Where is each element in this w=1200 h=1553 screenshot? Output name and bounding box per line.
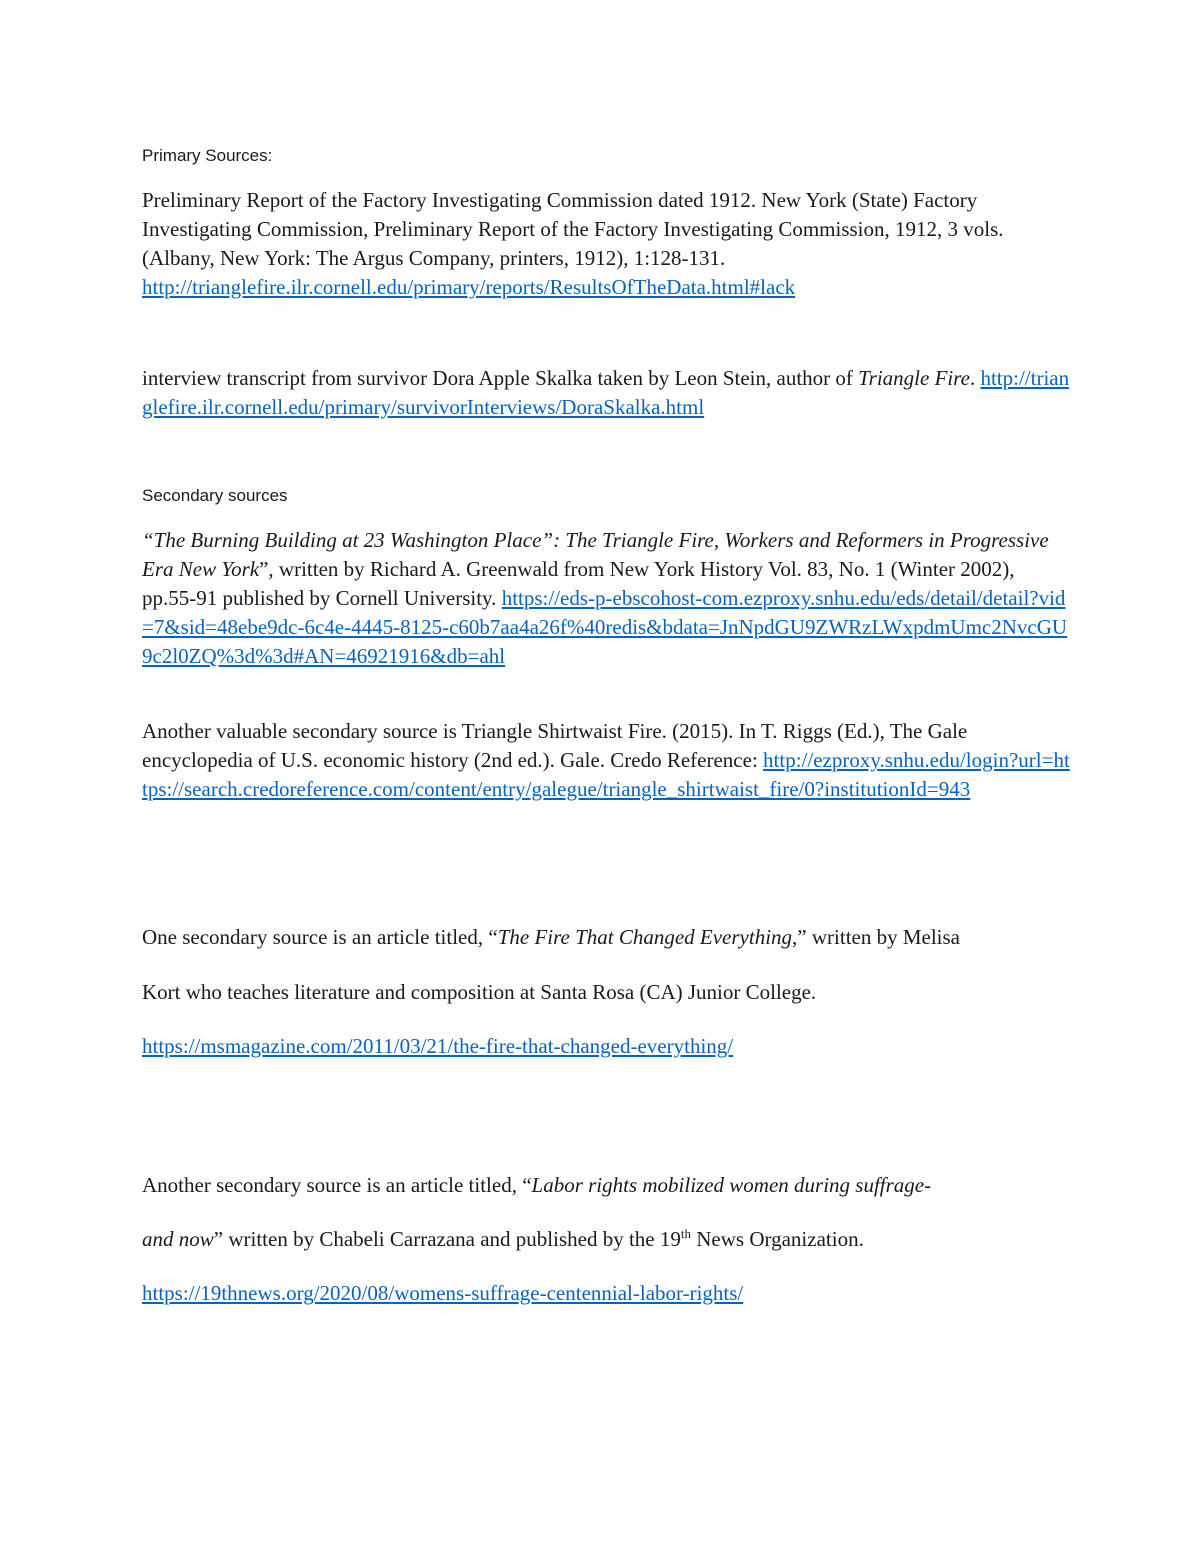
carrazana-text: ” written by Chabeli Carrazana and published by the 19 <box>213 1227 681 1251</box>
kort-text-after: ,” written by Melisa <box>792 925 961 949</box>
carrazana-article-title-part1: Labor rights mobilized women during suffrage- <box>531 1173 932 1197</box>
carrazana-article-title-part2: and now <box>142 1227 214 1251</box>
kort-article-title: The Fire That Changed Everything <box>497 925 793 949</box>
secondary-sources-heading: Secondary sources <box>142 486 288 505</box>
greenwald-article-title: “The Burning Building at 23 Washington Place”: The Triangle Fire, Workers and Reformers in Progressive Era New York <box>142 528 1049 581</box>
gale-link[interactable]: http://ezproxy.snhu.edu/login?url=https://search.credoreference.com/content/entry/galegue/triangle_shirtwaist_fire/0?institutionId=943 <box>142 748 1070 801</box>
carrazana-text-before: Another secondary source is an article titled, “ <box>142 1173 532 1197</box>
ordinal-suffix: th <box>680 1226 691 1241</box>
interview-citation <box>142 364 1072 422</box>
carrazana-link[interactable]: https://19thnews.org/2020/08/womens-suffrage-centennial-labor-rights/ <box>142 1281 744 1305</box>
carrazana-line-1 <box>142 1171 931 1200</box>
carrazana-line-2 <box>142 1225 864 1254</box>
interview-text: interview transcript from survivor Dora Apple Skalka taken by Leon Stein, author of <box>142 366 859 390</box>
interview-link[interactable]: http://trianglefire.ilr.cornell.edu/primary/survivorInterviews/DoraSkalka.html <box>142 366 1070 419</box>
kort-line-2: Kort who teaches literature and composition at Santa Rosa (CA) Junior College. <box>142 980 817 1004</box>
gale-text: Another valuable secondary source is Triangle Shirtwaist Fire. (2015). In T. Riggs (Ed.), The Gale encyclopedia of U.S. economic history (2nd ed.). Gale. Credo Reference: <box>142 719 968 772</box>
primary-sources-heading: Primary Sources: <box>142 146 273 165</box>
greenwald-text: ”, written by Richard A. Greenwald from New York History Vol. 83, No. 1 (Winter 2002), pp.55-91 published by Cornell University. <box>142 557 1015 610</box>
greenwald-citation <box>142 526 1072 671</box>
gale-citation <box>142 717 1072 804</box>
interview-book-title: Triangle Fire <box>858 366 970 390</box>
factory-report-text: Preliminary Report of the Factory Investigating Commission dated 1912. New York (State) Factory Investigating Commission, Preliminary Report of the Factory Investigating Commission, 1912, 3 vols. (Albany, New York: The Argus Company, printers, 1912), 1:128-131. <box>142 188 1004 270</box>
factory-report-citation <box>142 186 1072 302</box>
greenwald-link[interactable]: https://eds-p-ebscohost-com.ezproxy.snhu.edu/eds/detail/detail?vid=7&sid=48ebe9dc-6c4e-4445-8125-c60b7aa4a26f%40redis&bdata=JnNpdGU9ZWRzLWxpdmUmc2NvcGU9c2l0ZQ%3d%3d#AN=46921916&db=ahl <box>142 586 1068 668</box>
factory-report-link[interactable]: http://trianglefire.ilr.cornell.edu/primary/reports/ResultsOfTheData.html#lack <box>142 275 796 299</box>
interview-text-after: . <box>969 366 981 390</box>
kort-text-before: One secondary source is an article titled, “ <box>142 925 498 949</box>
kort-link[interactable]: https://msmagazine.com/2011/03/21/the-fire-that-changed-everything/ <box>142 1034 734 1058</box>
kort-link-line <box>142 1032 733 1061</box>
kort-line-1 <box>142 923 960 952</box>
carrazana-link-line <box>142 1279 743 1308</box>
carrazana-text-after: News Organization. <box>691 1227 864 1251</box>
